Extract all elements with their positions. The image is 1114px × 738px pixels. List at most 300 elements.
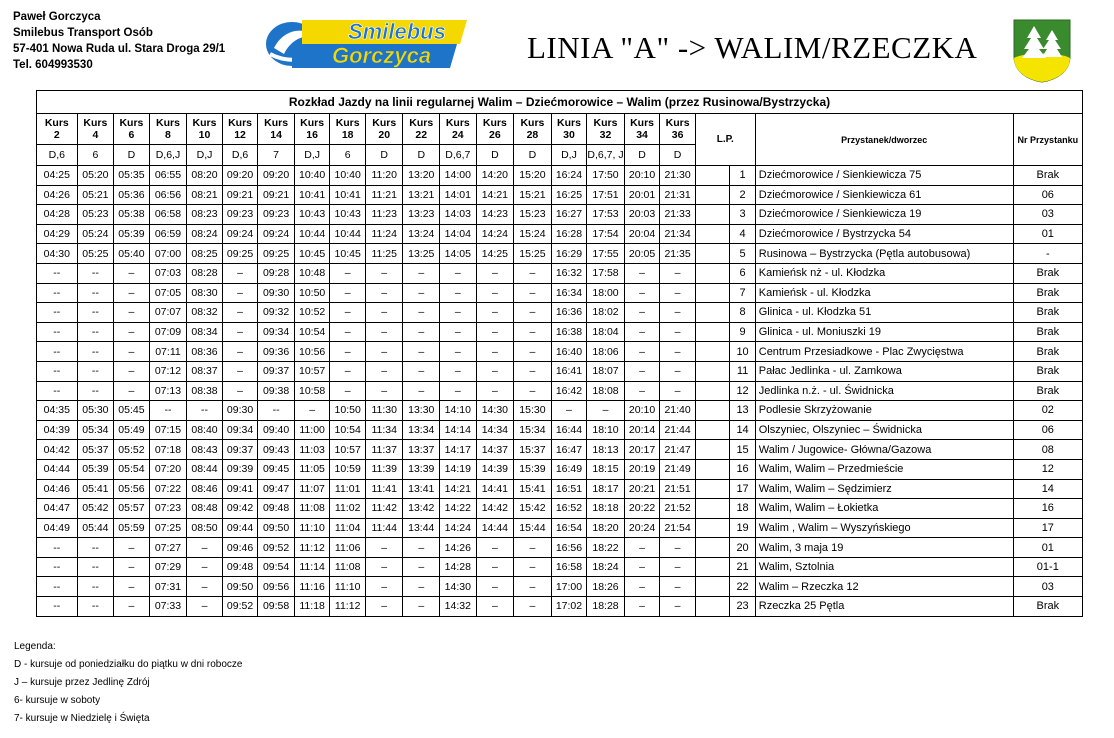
stop-name-cell: Walim, 3 maja 19 [755, 538, 1013, 558]
time-cell: 05:45 [114, 401, 150, 421]
time-cell: – [514, 381, 552, 401]
stop-number-cell: Brak [1013, 381, 1082, 401]
time-cell: 10:50 [330, 401, 366, 421]
time-cell: 16:36 [551, 303, 587, 323]
spacer-cell [695, 166, 730, 186]
time-cell: 15:41 [514, 479, 552, 499]
table-row [37, 224, 1083, 244]
kurs-header [149, 114, 187, 145]
stop-number-cell: 03 [1013, 205, 1082, 225]
time-cell: 05:41 [77, 479, 114, 499]
time-cell: 15:39 [514, 459, 552, 479]
table-row [37, 499, 1083, 519]
time-cell: 10:45 [294, 244, 330, 264]
table-row [37, 244, 1083, 264]
time-cell: 10:40 [330, 166, 366, 186]
time-cell: – [476, 597, 514, 617]
time-cell: – [660, 361, 696, 381]
kurs-number: 12 [234, 129, 246, 141]
lp-cell: 18 [730, 499, 755, 519]
spacer-cell [695, 577, 730, 597]
time-cell: 05:40 [114, 244, 150, 264]
time-cell: 16:52 [551, 499, 587, 519]
time-cell: 05:38 [114, 205, 150, 225]
stop-name-cell: Olszyniec, Olszyniec – Świdnicka [755, 420, 1013, 440]
time-cell: 10:48 [294, 263, 330, 283]
days-cell: D [114, 145, 150, 166]
time-cell: 04:30 [37, 244, 78, 264]
time-cell: 10:41 [330, 185, 366, 205]
stop-name-cell: Rzeczka 25 Pętla [755, 597, 1013, 617]
stop-number-cell: 01-1 [1013, 557, 1082, 577]
spacer-cell [695, 244, 730, 264]
time-cell: -- [77, 322, 114, 342]
time-cell: 11:34 [365, 420, 403, 440]
days-cell: 6 [77, 145, 114, 166]
kurs-label: Kurs [119, 117, 144, 129]
time-cell: 05:23 [77, 205, 114, 225]
stop-number-cell: 01 [1013, 224, 1082, 244]
time-cell: – [514, 597, 552, 617]
time-cell: 04:26 [37, 185, 78, 205]
lp-cell: 19 [730, 518, 755, 538]
time-cell: -- [37, 538, 78, 558]
time-cell: 07:12 [149, 361, 187, 381]
stop-number-cell: 03 [1013, 577, 1082, 597]
time-cell: 21:51 [660, 479, 696, 499]
time-cell: 16:29 [551, 244, 587, 264]
time-cell: 04:44 [37, 459, 78, 479]
time-cell: 09:42 [222, 499, 258, 519]
stop-number-cell: 02 [1013, 401, 1082, 421]
time-cell: – [365, 597, 403, 617]
time-cell: 11:42 [365, 499, 403, 519]
time-cell: 09:37 [258, 361, 295, 381]
time-cell: – [476, 283, 514, 303]
timetable-body [37, 166, 1083, 617]
time-cell: 07:20 [149, 459, 187, 479]
lp-cell: 5 [730, 244, 755, 264]
time-cell: 14:10 [440, 401, 477, 421]
time-cell: – [187, 597, 223, 617]
time-cell: – [114, 597, 150, 617]
kurs-header [514, 114, 552, 145]
stop-number-cell: Brak [1013, 166, 1082, 186]
time-cell: – [330, 322, 366, 342]
time-cell: 04:28 [37, 205, 78, 225]
time-cell: – [330, 303, 366, 323]
table-row [37, 518, 1083, 538]
time-cell: 20:21 [624, 479, 660, 499]
spacer-cell [695, 263, 730, 283]
time-cell: 21:30 [660, 166, 696, 186]
time-cell: -- [77, 342, 114, 362]
time-cell: 21:33 [660, 205, 696, 225]
kurs-header [222, 114, 258, 145]
time-cell: -- [37, 283, 78, 303]
time-cell: 09:25 [222, 244, 258, 264]
company-name: Smilebus Transport Osób [13, 27, 153, 39]
time-cell: 10:43 [330, 205, 366, 225]
stop-number-cell: Brak [1013, 597, 1082, 617]
kurs-header [476, 114, 514, 145]
lp-cell: 15 [730, 440, 755, 460]
time-cell: – [476, 361, 514, 381]
time-cell: – [365, 538, 403, 558]
lp-cell: 3 [730, 205, 755, 225]
time-cell: 17:54 [587, 224, 625, 244]
stop-number-cell: Brak [1013, 263, 1082, 283]
time-cell: 08:21 [187, 185, 223, 205]
lp-cell: 23 [730, 597, 755, 617]
time-cell: 07:22 [149, 479, 187, 499]
time-cell: 13:25 [403, 244, 440, 264]
time-cell: 16:24 [551, 166, 587, 186]
time-cell: – [624, 303, 660, 323]
spacer-cell [695, 224, 730, 244]
time-cell: 11:10 [330, 577, 366, 597]
time-cell: 09:30 [222, 401, 258, 421]
kurs-label: Kurs [264, 117, 289, 129]
time-cell: 14:01 [440, 185, 477, 205]
time-cell: – [476, 538, 514, 558]
time-cell: 14:34 [476, 420, 514, 440]
time-cell: 09:34 [222, 420, 258, 440]
time-cell: 09:48 [222, 557, 258, 577]
time-cell: – [551, 401, 587, 421]
legend-item: J – kursuje przez Jedlinę Zdrój [14, 677, 150, 688]
time-cell: 08:37 [187, 361, 223, 381]
time-cell: 21:35 [660, 244, 696, 264]
time-cell: – [624, 342, 660, 362]
time-cell: 14:24 [476, 224, 514, 244]
kurs-header [187, 114, 223, 145]
time-cell: 05:30 [77, 401, 114, 421]
time-cell: 04:42 [37, 440, 78, 460]
spacer-cell [695, 401, 730, 421]
time-cell: 21:54 [660, 518, 696, 538]
lp-cell: 9 [730, 322, 755, 342]
time-cell: 15:34 [514, 420, 552, 440]
time-cell: – [365, 577, 403, 597]
time-cell: – [114, 361, 150, 381]
time-cell: -- [77, 597, 114, 617]
time-cell: 14:19 [440, 459, 477, 479]
time-cell: 09:28 [258, 263, 295, 283]
time-cell: – [514, 538, 552, 558]
time-cell: 11:41 [365, 479, 403, 499]
stop-name-cell: Dziećmorowice / Sienkiewicza 75 [755, 166, 1013, 186]
time-cell: -- [37, 322, 78, 342]
time-cell: 09:24 [222, 224, 258, 244]
time-cell: – [440, 263, 477, 283]
time-cell: 13:42 [403, 499, 440, 519]
time-cell: – [222, 283, 258, 303]
lp-cell: 13 [730, 401, 755, 421]
time-cell: 14:14 [440, 420, 477, 440]
time-cell: 18:07 [587, 361, 625, 381]
time-cell: – [514, 263, 552, 283]
time-cell: 07:07 [149, 303, 187, 323]
time-cell: 16:54 [551, 518, 587, 538]
stop-name-cell: Walim, Walim – Sędzimierz [755, 479, 1013, 499]
time-cell: – [294, 401, 330, 421]
time-cell: 15:24 [514, 224, 552, 244]
kurs-number: 16 [306, 129, 318, 141]
table-row [37, 577, 1083, 597]
lp-cell: 11 [730, 361, 755, 381]
stop-name-cell: Walim, Walim – Łokietka [755, 499, 1013, 519]
time-cell: 09:41 [222, 479, 258, 499]
time-cell: -- [37, 263, 78, 283]
stop-name-cell: Walim / Jugowice- Główna/Gazowa [755, 440, 1013, 460]
time-cell: 13:21 [403, 185, 440, 205]
spacer-cell [695, 322, 730, 342]
stop-number-cell: 06 [1013, 185, 1082, 205]
time-cell: 17:00 [551, 577, 587, 597]
time-cell: 04:35 [37, 401, 78, 421]
spacer-cell [695, 479, 730, 499]
time-cell: – [330, 342, 366, 362]
time-cell: 07:31 [149, 577, 187, 597]
time-cell: – [514, 322, 552, 342]
time-cell: 06:58 [149, 205, 187, 225]
lp-cell: 21 [730, 557, 755, 577]
time-cell: – [222, 361, 258, 381]
timetable [36, 90, 1083, 617]
table-row [37, 420, 1083, 440]
table-row [37, 342, 1083, 362]
lp-cell: 6 [730, 263, 755, 283]
time-cell: – [114, 577, 150, 597]
time-cell: 14:44 [476, 518, 514, 538]
table-row [37, 557, 1083, 577]
table-row [37, 479, 1083, 499]
time-cell: 13:41 [403, 479, 440, 499]
time-cell: – [403, 342, 440, 362]
kurs-number: 14 [270, 129, 282, 141]
time-cell: 14:00 [440, 166, 477, 186]
time-cell: 06:55 [149, 166, 187, 186]
time-cell: 18:04 [587, 322, 625, 342]
time-cell: 20:24 [624, 518, 660, 538]
time-cell: -- [77, 538, 114, 558]
time-cell: 18:13 [587, 440, 625, 460]
lp-cell: 16 [730, 459, 755, 479]
kurs-label: Kurs [482, 117, 507, 129]
time-cell: – [660, 322, 696, 342]
table-row [37, 205, 1083, 225]
time-cell: 11:21 [365, 185, 403, 205]
time-cell: 20:10 [624, 166, 660, 186]
time-cell: – [514, 283, 552, 303]
time-cell: 09:43 [258, 440, 295, 460]
time-cell: -- [37, 381, 78, 401]
stop-number-cell: 06 [1013, 420, 1082, 440]
stop-number-cell: 12 [1013, 459, 1082, 479]
time-cell: 11:10 [294, 518, 330, 538]
time-cell: 11:12 [330, 597, 366, 617]
time-cell: 05:56 [114, 479, 150, 499]
time-cell: -- [37, 577, 78, 597]
spacer-cell [695, 459, 730, 479]
time-cell: 16:47 [551, 440, 587, 460]
time-cell: 09:37 [222, 440, 258, 460]
time-cell: 07:05 [149, 283, 187, 303]
days-cell: D [476, 145, 514, 166]
time-cell: – [514, 557, 552, 577]
time-cell: – [660, 381, 696, 401]
time-cell: 05:54 [114, 459, 150, 479]
time-cell: – [365, 263, 403, 283]
time-cell: 11:14 [294, 557, 330, 577]
company-address: 57-401 Nowa Ruda ul. Stara Droga 29/1 [13, 43, 226, 55]
time-cell: 11:20 [365, 166, 403, 186]
time-cell: 15:30 [514, 401, 552, 421]
coat-of-arms-icon [1012, 18, 1072, 84]
time-cell: – [330, 263, 366, 283]
time-cell: 15:37 [514, 440, 552, 460]
time-cell: – [403, 263, 440, 283]
stop-name-cell: Kamieńsk nż - ul. Kłodzka [755, 263, 1013, 283]
time-cell: 11:24 [365, 224, 403, 244]
stop-name-cell: Podlesie Skrzyżowanie [755, 401, 1013, 421]
time-cell: – [365, 381, 403, 401]
time-cell: 18:22 [587, 538, 625, 558]
time-cell: 14:37 [476, 440, 514, 460]
kurs-header [294, 114, 330, 145]
time-cell: 08:20 [187, 166, 223, 186]
time-cell: 04:46 [37, 479, 78, 499]
stop-number-cell: Brak [1013, 361, 1082, 381]
time-cell: 10:56 [294, 342, 330, 362]
stop-name-cell: Dziećmorowice / Sienkiewicza 61 [755, 185, 1013, 205]
legend-item: D - kursuje od poniedziałku do piątku w dni robocze [14, 659, 243, 670]
logo-text-bottom: Gorczyca [332, 43, 432, 68]
time-cell: 08:40 [187, 420, 223, 440]
lp-cell: 1 [730, 166, 755, 186]
time-cell: 10:44 [330, 224, 366, 244]
time-cell: 05:36 [114, 185, 150, 205]
time-cell: 14:41 [476, 479, 514, 499]
table-row [37, 303, 1083, 323]
time-cell: – [624, 538, 660, 558]
time-cell: -- [77, 381, 114, 401]
stop-name-cell: Kamieńsk - ul. Kłodzka [755, 283, 1013, 303]
time-cell: 08:38 [187, 381, 223, 401]
time-cell: 05:57 [114, 499, 150, 519]
time-cell: 10:59 [330, 459, 366, 479]
time-cell: 11:04 [330, 518, 366, 538]
time-cell: 14:25 [476, 244, 514, 264]
time-cell: -- [77, 361, 114, 381]
time-cell: 14:30 [476, 401, 514, 421]
time-cell: 16:42 [551, 381, 587, 401]
kurs-number: 10 [198, 129, 211, 141]
spacer-cell [695, 557, 730, 577]
table-row [37, 322, 1083, 342]
time-cell: 05:39 [114, 224, 150, 244]
time-cell: 05:35 [114, 166, 150, 186]
stop-name-cell: Walim , Walim – Wyszyńskiego [755, 518, 1013, 538]
time-cell: -- [37, 557, 78, 577]
table-row [37, 597, 1083, 617]
time-cell: 14:30 [440, 577, 477, 597]
time-cell: 16:38 [551, 322, 587, 342]
time-cell: 11:39 [365, 459, 403, 479]
kurs-header [660, 114, 696, 145]
time-cell: 05:37 [77, 440, 114, 460]
time-cell: 04:25 [37, 166, 78, 186]
time-cell: -- [37, 361, 78, 381]
time-cell: 18:18 [587, 499, 625, 519]
time-cell: – [660, 597, 696, 617]
time-cell: – [660, 577, 696, 597]
time-cell: 20:03 [624, 205, 660, 225]
time-cell: 11:03 [294, 440, 330, 460]
time-cell: 08:34 [187, 322, 223, 342]
time-cell: 16:25 [551, 185, 587, 205]
time-cell: 08:46 [187, 479, 223, 499]
time-cell: 14:21 [476, 185, 514, 205]
time-cell: 05:44 [77, 518, 114, 538]
time-cell: 06:59 [149, 224, 187, 244]
table-row [37, 185, 1083, 205]
kurs-label: Kurs [335, 117, 360, 129]
time-cell: – [624, 322, 660, 342]
time-cell: – [624, 577, 660, 597]
time-cell: 09:50 [258, 518, 295, 538]
kurs-label: Kurs [557, 117, 581, 129]
company-owner: Paweł Gorczyca [13, 11, 101, 23]
time-cell: 16:49 [551, 459, 587, 479]
spacer-cell [695, 440, 730, 460]
time-cell: 09:45 [258, 459, 295, 479]
time-cell: 08:25 [187, 244, 223, 264]
time-cell: 14:05 [440, 244, 477, 264]
time-cell: – [440, 283, 477, 303]
time-cell: 21:52 [660, 499, 696, 519]
time-cell: 04:49 [37, 518, 78, 538]
days-cell: D [624, 145, 660, 166]
time-cell: 10:40 [294, 166, 330, 186]
time-cell: 07:23 [149, 499, 187, 519]
days-cell: D [403, 145, 440, 166]
time-cell: -- [77, 577, 114, 597]
time-cell: – [403, 557, 440, 577]
time-cell: 09:21 [222, 185, 258, 205]
time-cell: 16:28 [551, 224, 587, 244]
time-cell: 09:44 [222, 518, 258, 538]
stop-number-cell: Brak [1013, 322, 1082, 342]
time-cell: – [403, 597, 440, 617]
time-cell: 09:25 [258, 244, 295, 264]
time-cell: 11:02 [330, 499, 366, 519]
time-cell: 18:20 [587, 518, 625, 538]
time-cell: – [187, 538, 223, 558]
time-cell: – [660, 538, 696, 558]
time-cell: 11:37 [365, 440, 403, 460]
time-cell: -- [37, 303, 78, 323]
time-cell: 15:44 [514, 518, 552, 538]
time-cell: 14:17 [440, 440, 477, 460]
stop-name-cell: Walim, Sztolnia [755, 557, 1013, 577]
time-cell: 09:38 [258, 381, 295, 401]
stop-number-cell: 16 [1013, 499, 1082, 519]
days-cell: D [365, 145, 403, 166]
stop-name-cell: Dziećmorowice / Sienkiewicza 19 [755, 205, 1013, 225]
time-cell: – [365, 303, 403, 323]
